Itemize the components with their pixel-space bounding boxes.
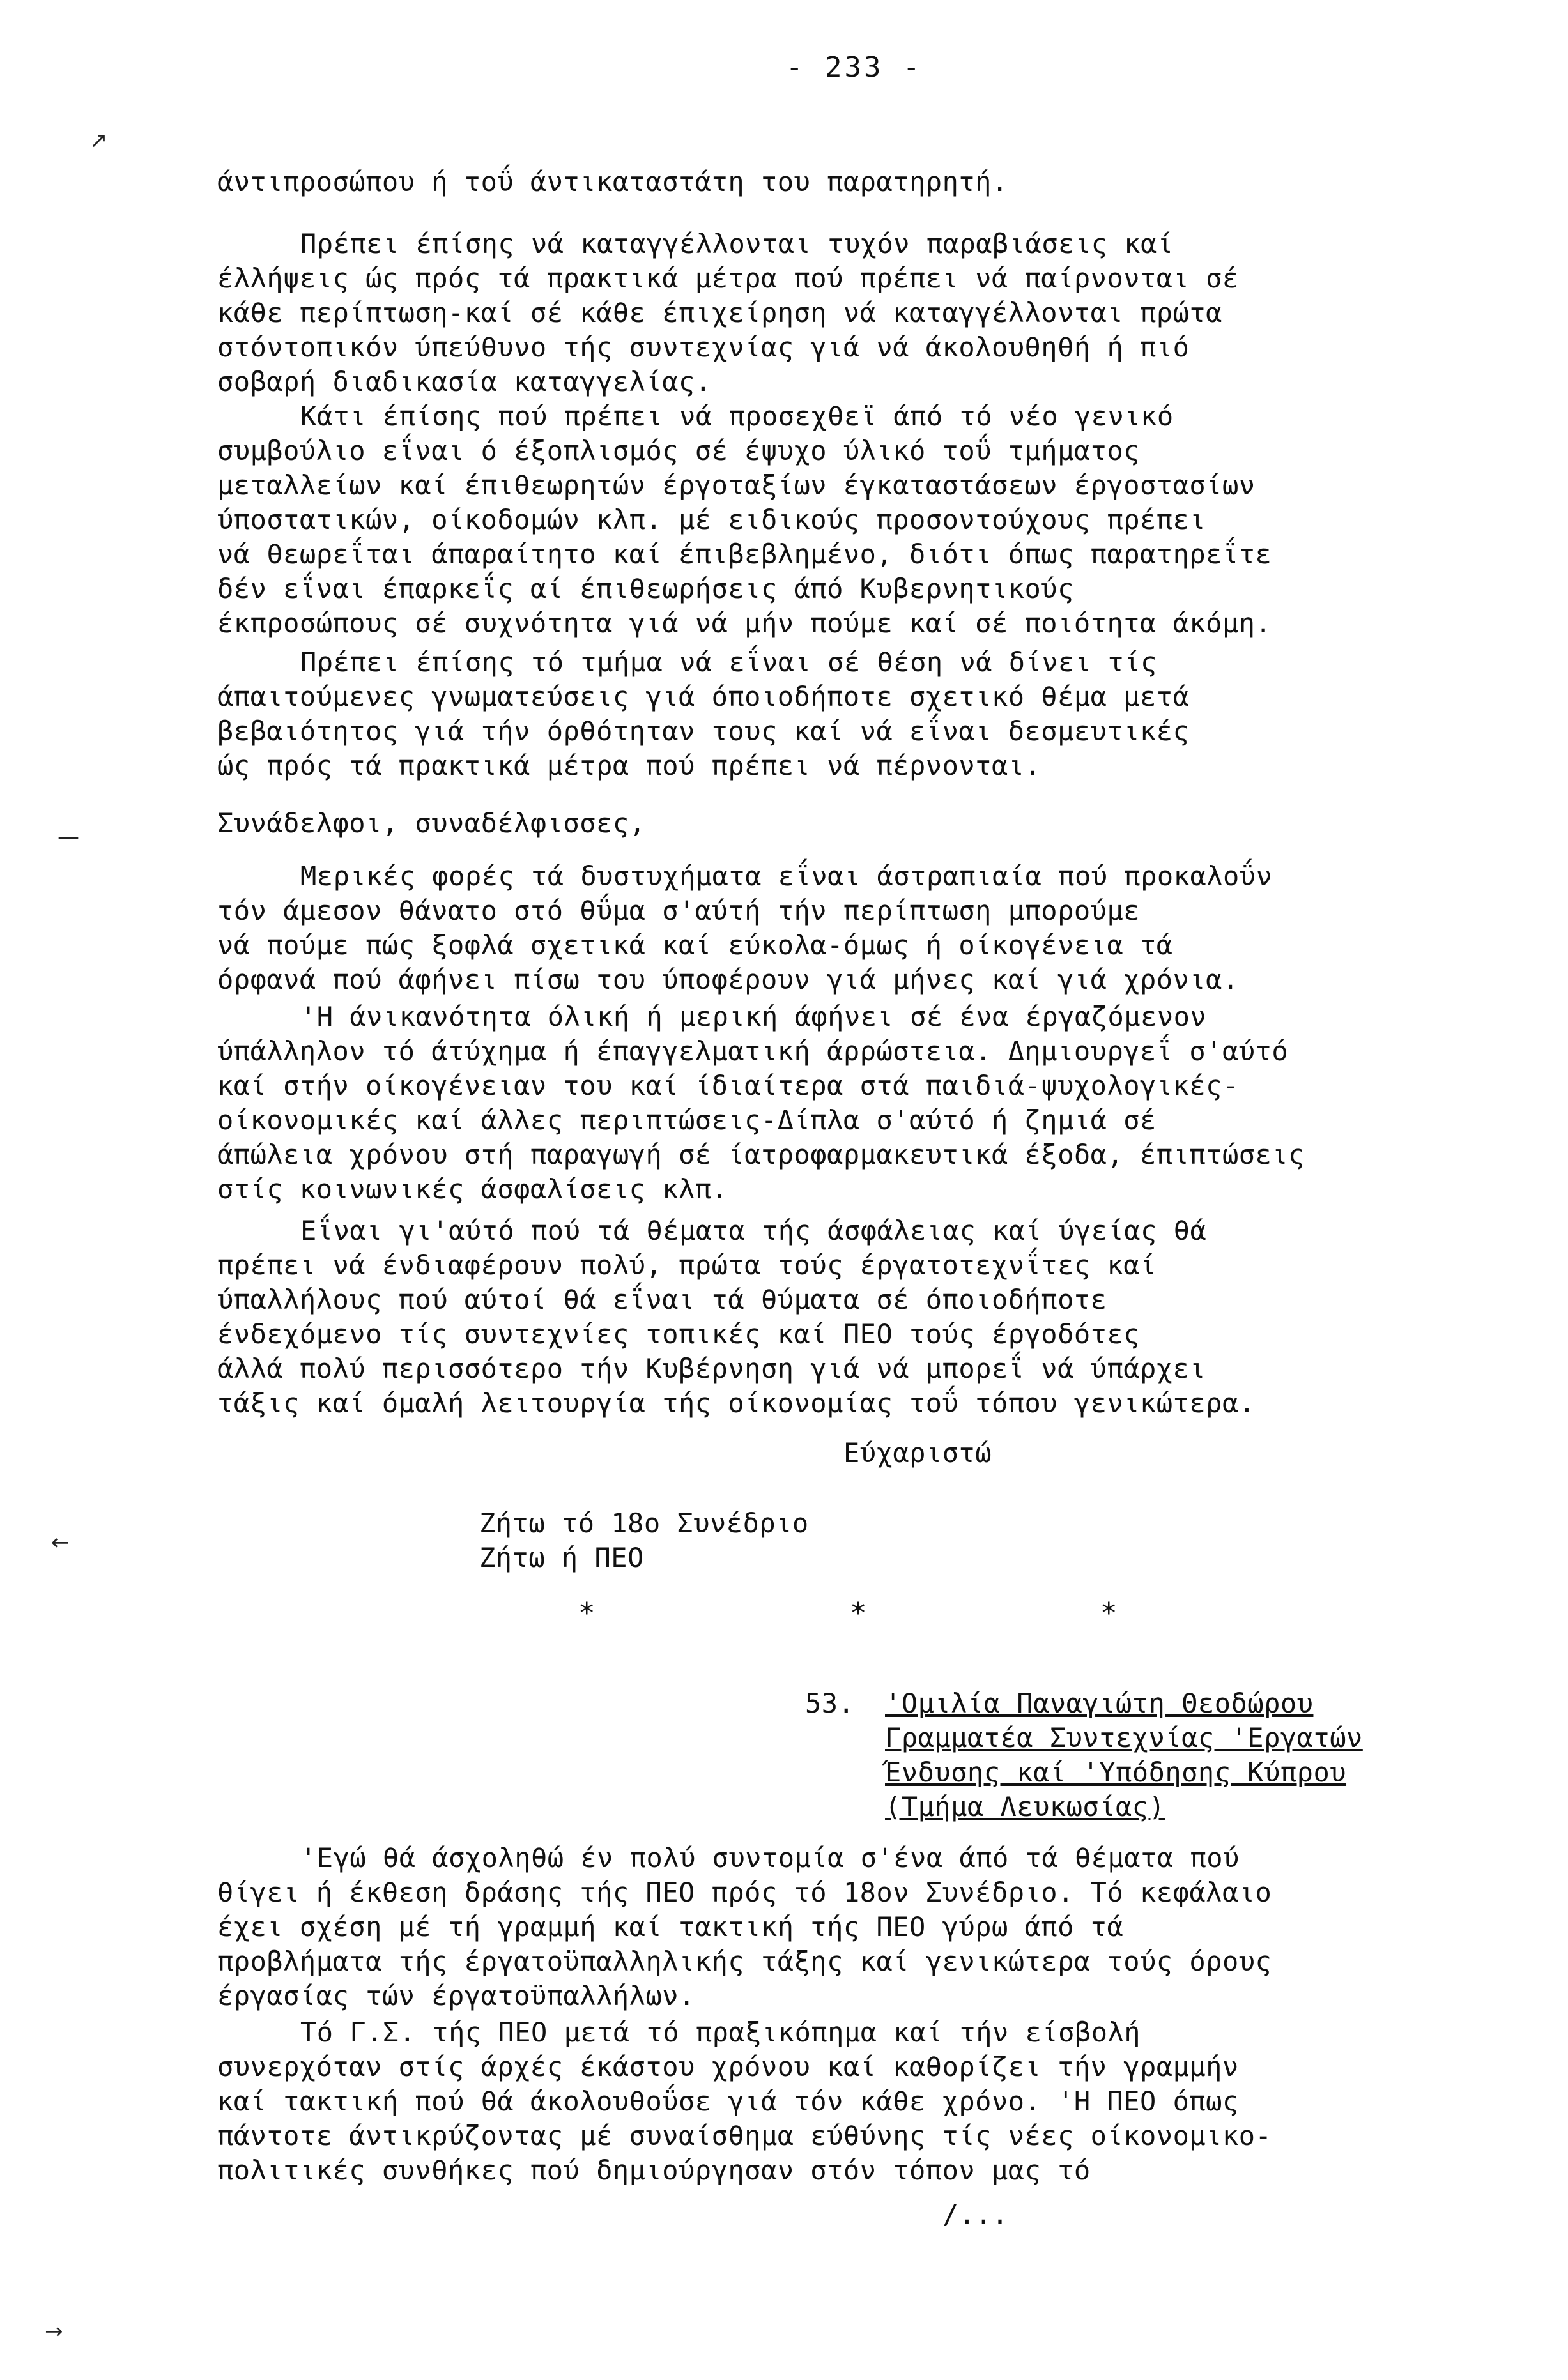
text-line: πρέπει νά ένδιαφέρουν πολύ, πρώτα τούς έργατοτεχνΐτες καί xyxy=(217,1249,1157,1281)
text-line: Ζήτω ή ΠΕΟ xyxy=(479,1542,644,1573)
text-line: ένδεχόμενο τίς συντεχνίες τοπικές καί ΠΕΟ τούς έργοδότες xyxy=(217,1318,1141,1350)
text-line: Εΐναι γι'αύτό πού τά θέματα τής άσφάλειας καί ύγείας θά xyxy=(300,1215,1207,1246)
text-line: Κάτι έπίσης πού πρέπει νά προσεχθεϊ άπό τό νέο γενικό xyxy=(300,400,1174,432)
text-line: άλλά πολύ περισσότερο τήν Κυβέρνηση γιά νά μπορεΐ νά ύπάρχει xyxy=(217,1353,1206,1384)
heading-line: (Τμήμα Λευκωσίας) xyxy=(885,1791,1165,1822)
margin-mark: ↗ xyxy=(89,128,108,153)
heading-line: 'Ομιλία Παναγιώτη Θεοδώρου xyxy=(885,1688,1314,1719)
text-line: Πρέπει έπίσης τό τμήμα νά εΐναι σέ θέση νά δίνει τίς xyxy=(300,646,1157,678)
text-line: καί στήν οίκογένειαν του καί ίδιαίτερα στά παιδιά-ψυχολογικές- xyxy=(217,1070,1239,1101)
text-line: καί τακτική πού θά άκολουθοΰσε γιά τόν κάθε χρόνο. 'Η ΠΕΟ όπως xyxy=(217,2086,1239,2117)
text-line: Τό Γ.Σ. τής ΠΕΟ μετά τό πραξικόπημα καί τήν είσβολή xyxy=(300,2017,1141,2048)
text-line: στίς κοινωνικές άσφαλίσεις κλπ. xyxy=(217,1173,728,1205)
text-line: /... xyxy=(942,2199,1009,2230)
text-line: ύπάλληλον τό άτύχημα ή έπαγγελματική άρρώστεια. Δημιουργεΐ σ'αύτό xyxy=(217,1035,1289,1067)
paragraph-continuation xyxy=(217,165,1482,199)
heading-number: 53. xyxy=(805,1688,855,1719)
text-line: στόντοπικόν ύπεύθυνο τής συντεχνίας γιά νά άκολουθηθή ή πιό xyxy=(217,332,1190,363)
text-line: έκπροσώπους σέ συχνότητα γιά νά μήν πούμε καί σέ ποιότητα άκόμη. xyxy=(217,607,1272,639)
continuation-mark xyxy=(942,2197,1198,2232)
paragraph xyxy=(217,859,1482,997)
text-line: έχει σχέση μέ τή γραμμή καί τακτική τής ΠΕΟ γύρω άπό τά xyxy=(217,1911,1124,1942)
speech-heading xyxy=(885,1686,1492,1824)
text-line: Πρέπει έπίσης νά καταγγέλλονται τυχόν παραβιάσεις καί xyxy=(300,228,1174,259)
text-line: 'Η άνικανότητα όλική ή μερική άφήνει σέ ένα έργαζόμενον xyxy=(300,1001,1207,1032)
separator-star: * xyxy=(850,1597,867,1629)
text-line: 'Εγώ θά άσχοληθώ έν πολύ συντομία σ'ένα άπό τά θέματα πού xyxy=(300,1842,1240,1873)
margin-mark: ← xyxy=(51,1530,70,1555)
text-line: έλλήψεις ώς πρός τά πρακτικά μέτρα πού πρέπει νά παίρνονται σέ xyxy=(217,263,1239,294)
paragraph xyxy=(217,227,1482,399)
text-line: κάθε περίπτωση-καί σέ κάθε έπιχείρηση νά καταγγέλλονται πρώτα xyxy=(217,297,1222,328)
page-number: - 233 - xyxy=(786,51,923,84)
text-line: σοβαρή διαδικασία καταγγελίας. xyxy=(217,366,712,397)
text-line: πάντοτε άντικρύζοντας μέ συναίσθημα εύθύνης τίς νέες οίκονομικο- xyxy=(217,2120,1272,2151)
heading-line: Γραμματέα Συντεχνίας 'Εργατών xyxy=(885,1722,1363,1753)
text-line: προβλήματα τής έργατοϋπαλληλικής τάξης καί γενικώτερα τούς όρους xyxy=(217,1946,1272,1977)
text-line: νά θεωρεΐται άπαραίτητο καί έπιβεβλημένο, διότι όπως παρατηρεΐτε xyxy=(217,538,1272,570)
margin-mark: → xyxy=(45,2319,63,2344)
text-line: ύπαλλήλους πού αύτοί θά εΐναι τά θύματα σέ όποιοδήποτε xyxy=(217,1284,1107,1315)
text-line: Συνάδελφοι, συναδέλφισσες, xyxy=(217,807,646,839)
text-line: νά πούμε πώς ξοφλά σχετικά καί εύκολα-όμως ή οίκογένεια τά xyxy=(217,929,1173,961)
text-line: τόν άμεσον θάνατο στό θΰμα σ'αύτή τήν περίπτωση μπορούμε xyxy=(217,895,1141,926)
text-line: μεταλλείων καί έπιθεωρητών έργοταξίων έγκαταστάσεων έργοστασίων xyxy=(217,469,1256,501)
text-line: όρφανά πού άφήνει πίσω του ύποφέρουν γιά μήνες καί γιά χρόνια. xyxy=(217,964,1239,995)
text-line: Ζήτω τό 18ο Συνέδριο xyxy=(479,1507,809,1539)
closing-slogans xyxy=(479,1506,1054,1575)
text-line: ύποστατικών, οίκοδομών κλπ. μέ ειδικούς προσοντούχους πρέπει xyxy=(217,504,1206,535)
text-line: ώς πρός τά πρακτικά μέτρα πού πρέπει νά πέρνονται. xyxy=(217,750,1041,781)
thanks-line xyxy=(843,1436,1291,1470)
text-line: οίκονομικές καί άλλες περιπτώσεις-Δίπλα σ'αύτό ή ζημιά σέ xyxy=(217,1104,1157,1136)
paragraph xyxy=(217,645,1482,783)
paragraph xyxy=(217,399,1482,641)
text-line: έργασίας τών έργατοϋπαλλήλων. xyxy=(217,1980,695,2011)
text-line: δέν εΐναι έπαρκεΐς αί έπιθεωρήσεις άπό Κυβερνητικούς xyxy=(217,573,1074,604)
text-line: τάξις καί όμαλή λειτουργία τής οίκονομίας τοΰ τόπου γενικώτερα. xyxy=(217,1387,1256,1419)
text-line: Μερικές φορές τά δυστυχήματα εΐναι άστραπιαία πού προκαλοΰν xyxy=(300,860,1273,892)
text-line: άπώλεια χρόνου στή παραγωγή σέ ίατροφαρμακευτικά έξοδα, έπιπτώσεις xyxy=(217,1139,1305,1170)
separator-star: * xyxy=(578,1597,596,1629)
text-line: βεβαιότητος γιά τήν όρθότηταν τους καί νά εΐναι δεσμευτικές xyxy=(217,715,1190,747)
paragraph xyxy=(217,2015,1482,2188)
text-line: άπαιτούμενες γνωματεύσεις γιά όποιοδήποτε σχετικό θέμα μετά xyxy=(217,681,1190,712)
margin-mark: — xyxy=(58,824,79,850)
separator-star: * xyxy=(1100,1597,1118,1629)
text-line: άντιπροσώπου ή τοΰ άντικαταστάτη του παρατηρητή. xyxy=(217,166,1008,197)
text-line: θίγει ή έκθεση δράσης τής ΠΕΟ πρός τό 18ον Συνέδριο. Τό κεφάλαιο xyxy=(217,1877,1272,1908)
salutation xyxy=(217,806,1482,841)
text-line: συμβούλιο εΐναι ό έξοπλισμός σέ έψυχο ύλικό τοΰ τμήματος xyxy=(217,435,1141,466)
text-line: πολιτικές συνθήκες πού δημιούργησαν στόν τόπον μας τό xyxy=(217,2155,1091,2186)
text-line: συνερχόταν στίς άρχές έκάστου χρόνου καί καθορίζει τήν γραμμήν xyxy=(217,2051,1239,2082)
text-line: Εύχαριστώ xyxy=(843,1437,992,1468)
heading-line: Ένδυσης καί 'Υπόδησης Κύπρου xyxy=(885,1757,1347,1788)
paragraph xyxy=(217,1000,1482,1207)
paragraph xyxy=(217,1214,1482,1421)
paragraph xyxy=(217,1841,1482,2013)
